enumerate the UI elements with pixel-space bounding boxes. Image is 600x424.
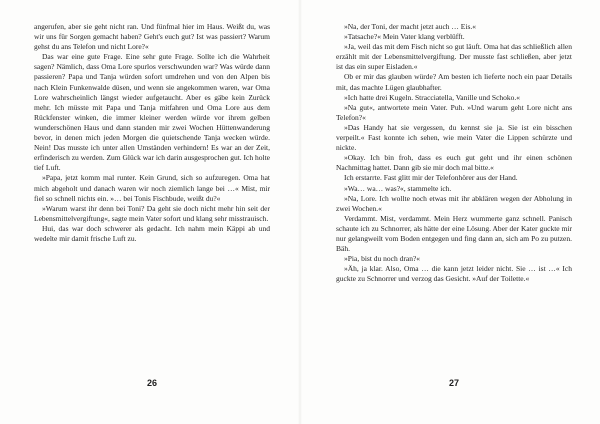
paragraph: »Ja, weil das mit dem Fisch nicht so gut läuft. Oma hat das schließlich allen erzählt mit der Lebensmittelvergiftung. Der musste fast schließen, aber jetzt ist das ein super Eisladen.« xyxy=(336,42,572,72)
book-gutter xyxy=(298,0,302,424)
paragraph: »Äh, ja klar. Also, Oma … die kann jetzt leider nicht. Sie … ist …« Ich guckte zu Schnorrer und verzog das Gesicht. »Auf der Toilette.« xyxy=(336,264,572,284)
paragraph: »Ich hatte drei Kugeln. Stracciatella, Vanille und Schoko.« xyxy=(344,92,521,102)
paragraph: »Na, der Toni, der macht jetzt auch … Eis.« xyxy=(344,22,477,31)
paragraph: »Wa… wa… was?«, stammelte ich. xyxy=(344,183,452,193)
paragraph: Hui, das war doch schwerer als gedacht. Ich nahm mein Käppi ab und wedelte mir damit frische Luft zu. xyxy=(34,223,270,243)
paragraph: »Das Handy hat sie vergessen, du kennst sie ja. Sie ist ein bisschen verpeilt.« Fast konnte ich sehen, wie mein Vater die Lippen schürzte und nickte. xyxy=(336,122,572,153)
paragraph: Ich erstarrte. Fast glitt mir der Telefonhörer aus der Hand. xyxy=(344,173,518,183)
paragraph: »Tatsache?« Mein Vater klang verblüfft. xyxy=(344,32,465,42)
paragraph: Das war eine gute Frage. Eine sehr gute Frage. Sollte ich die Wahrheit sagen? Nämlich, dass Oma Lore spurlos verschwunden war? Was würde dann passieren? Papa und Tanja würden sofort umdrehen und von den Alpen bis nach Klein Funkenwalde düsen, und wenn sie angekommen waren, war Oma Lore wahrscheinlich längst wieder aufgetaucht. Aber es gäbe kein Zurück mehr. Ich müsste mit Papa und Tanja mitfahren und Oma Lore aus dem Rückfenster winken, die immer kleiner werden würde vor ihrem gelben wunderschönen Haus und dann standen mir zwei Wochen Hüttenwanderung bevor, in denen mich jeden Morgen die quietschende Tanja wecken würde. Nein! Das musste ich unter allen Umständen verhindern! Es war an der Zeit, erfinderisch zu werden. Zum Glück war ich darin ausgesprochen gut. Ich holte tief Luft. xyxy=(34,52,270,173)
paragraph: »Papa, jetzt komm mal runter. Kein Grund, sich so aufzuregen. Oma hat mich abgeholt und danach waren wir noch ziemlich lange bei …« Mist, mir fiel so schnell nichts ein. »… bei Tonis Fischbude, weißt du?« xyxy=(34,173,270,203)
right-page xyxy=(336,22,572,284)
paragraph: »Warum warst ihr denn bei Toni? Da geht sie doch nicht mehr hin seit der Lebensmittelvergiftung«, sagte mein Vater sofort und klang sehr misstrauisch. xyxy=(34,203,270,223)
paragraph: Verdammt. Mist, verdammt. Mein Herz wummerte ganz schnell. Panisch schaute ich zu Schnorrer, als hätte der eine Lösung. Aber der Kater guckte mir nur gelangweilt vom Boden entgegen und fing dann an, sich am Po zu putzen. Bäh. xyxy=(336,213,572,254)
paragraph: »Pia, bist du noch dran?« xyxy=(344,254,421,264)
paragraph: »Okay. Ich bin froh, dass es euch gut geht und ihr einen schönen Nachmittag hattet. Dann gib sie mir doch mal bitte.« xyxy=(336,153,572,173)
left-page xyxy=(34,22,270,244)
paragraph: »Na, Lore. Ich wollte noch etwas mit ihr abklären wegen der Abholung in zwei Wochen.« xyxy=(336,193,572,213)
paragraph: angerufen, aber sie geht nicht ran. Und fünfmal hier im Haus. Weißt du, was wir uns für Sorgen gemacht haben? Geht's euch gut? Ist was passiert? Warum gehst du ans Telefon und nicht Lore?« xyxy=(34,22,270,52)
page-number-right: 27 xyxy=(448,378,459,388)
page-number-left: 26 xyxy=(146,378,157,388)
paragraph: »Na gut«, antwortete mein Vater. Puh. »Und warum geht Lore nicht ans Telefon?« xyxy=(336,102,572,122)
paragraph: Ob er mir das glauben würde? Am besten ich lieferte noch ein paar Details mit, das machte Lügen glaubhafter. xyxy=(336,72,572,92)
